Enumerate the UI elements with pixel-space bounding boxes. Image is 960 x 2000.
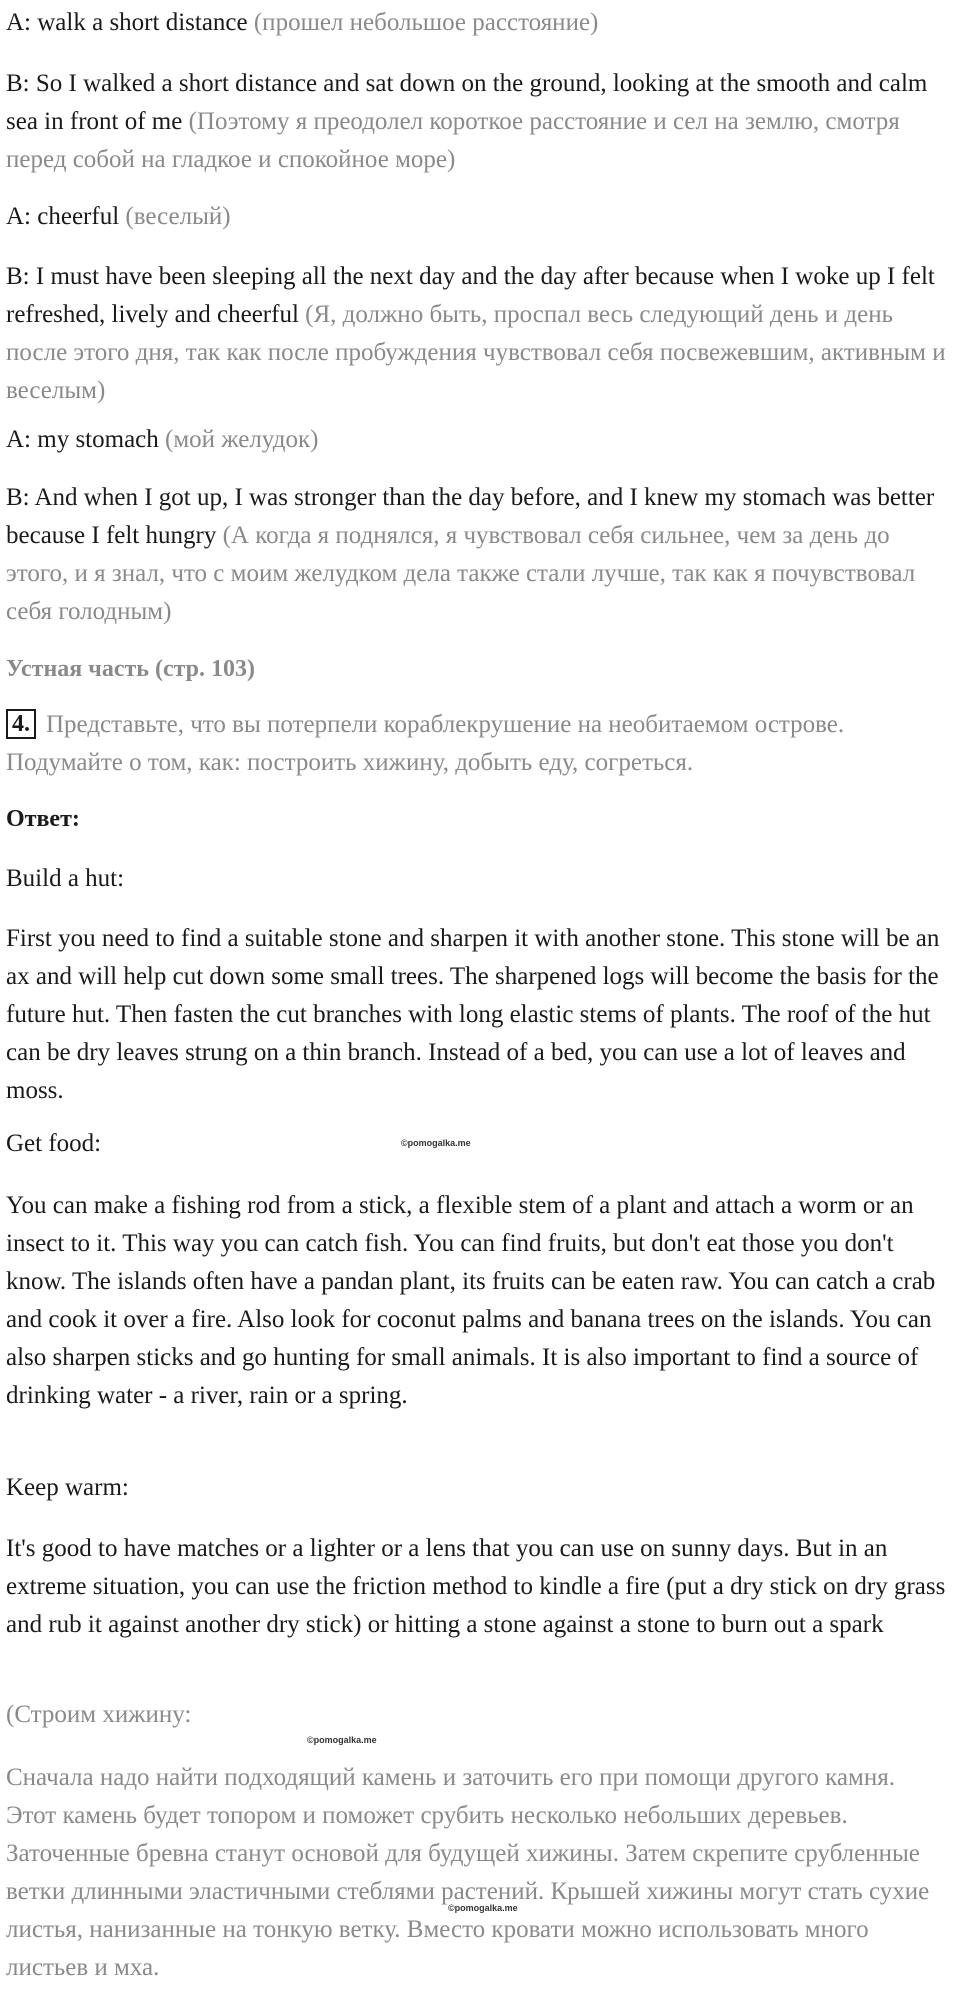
dialogue-line-1-ru: (прошел небольшое расстояние)	[253, 9, 599, 36]
translation-hut-title: (Строим хижину:	[6, 1701, 192, 1728]
dialogue-line-5-en: A: my stomach	[6, 426, 159, 453]
dialogue-line-6-en: B: And when I got up, I was stronger than the day before, and I knew my stomach was better because I felt hungry	[6, 484, 935, 549]
dialogue-line-3-ru: (веселый)	[125, 203, 231, 230]
answer-food-title: Get food:	[6, 1130, 102, 1157]
dialogue-line-6-ru: (А когда я поднялся, я чувствовал себя сильнее, чем за день до этого, и я знал, что с моим желудком дела также стали лучше, так как я почувствовал себя голодным)	[6, 522, 916, 625]
dialogue-line-3	[6, 198, 951, 236]
dialogue-line-5	[6, 421, 951, 459]
task-statement	[6, 706, 951, 782]
answer-warm-title: Keep warm:	[6, 1474, 129, 1501]
answer-hut-title: Build a hut:	[6, 865, 125, 892]
watermark: ©pomogalka.me	[448, 1903, 518, 1913]
answer-hut-text: First you need to find a suitable stone and sharpen it with another stone. This stone will be an ax and will help cut down some small trees. The sharpened logs will become the basis for the future hut. Then fasten the cut branches with long elastic stems of plants. The roof of the hut can be dry leaves strung on a thin branch. Instead of a bed, you can use a lot of leaves and moss.	[6, 925, 940, 1104]
dialogue-line-2-en: B: So I walked a short distance and sat down on the ground, looking at the smooth and calm sea in front of me	[6, 70, 928, 135]
dialogue-line-1	[6, 4, 951, 42]
dialogue-line-4-ru: (Я, должно быть, проспал весь следующий день и день после этого дня, так как после пробуждения чувствовал себя посвежевшим, активным и веселым)	[6, 301, 946, 404]
dialogue-line-6	[6, 479, 951, 631]
task-text: Представьте, что вы потерпели кораблекрушение на необитаемом острове. Подумайте о том, как: построить хижину, добыть еду, согреться.	[6, 711, 845, 776]
dialogue-line-3-en: A: cheerful	[6, 203, 120, 230]
dialogue-line-2-ru: (Поэтому я преодолел короткое расстояние и сел на землю, смотря перед собой на гладкое и спокойное море)	[6, 108, 900, 173]
dialogue-line-5-ru: (мой желудок)	[165, 426, 319, 453]
task-number-badge: 4.	[6, 709, 36, 739]
watermark: ©pomogalka.me	[307, 1735, 377, 1745]
answer-label: Ответ:	[6, 806, 80, 832]
dialogue-line-1-en: A: walk a short distance	[6, 9, 248, 36]
dialogue-line-4	[6, 258, 951, 410]
dialogue-line-4-en: B: I must have been sleeping all the next day and the day after because when I woke up I felt refreshed, lively and cheerful	[6, 263, 935, 328]
answer-food-text: You can make a fishing rod from a stick, a flexible stem of a plant and attach a worm or an insect to it. This way you can catch fish. You can find fruits, but don't eat those you don't know. The islands often have a pandan plant, its fruits can be eaten raw. You can catch a crab and cook it over a fire. Also look for coconut palms and banana trees on the islands. You can also sharpen sticks and go hunting for small animals. It is also important to find a source of drinking water - a river, rain or a spring.	[6, 1192, 936, 1409]
section-heading: Устная часть (стр. 103)	[6, 656, 256, 682]
dialogue-line-2	[6, 65, 951, 179]
watermark: ©pomogalka.me	[401, 1138, 471, 1148]
answer-warm-text: It's good to have matches or a lighter or a lens that you can use on sunny days. But in an extreme situation, you can use the friction method to kindle a fire (put a dry stick on dry grass and rub it against another dry stick) or hitting a stone against a stone to burn out a spark	[6, 1535, 946, 1638]
translation-hut-text: Сначала надо найти подходящий камень и заточить его при помощи другого камня. Этот камень будет топором и поможет срубить несколько небольших деревьев. Заточенные бревна станут основой для будущей хижины. Затем скрепите срубленные ветки длинными эластичными стеблями растений. Крышей хижины могут стать сухие листья, нанизанные на тонкую ветку. Вместо кровати можно использовать много листьев и мха.	[6, 1764, 930, 1981]
